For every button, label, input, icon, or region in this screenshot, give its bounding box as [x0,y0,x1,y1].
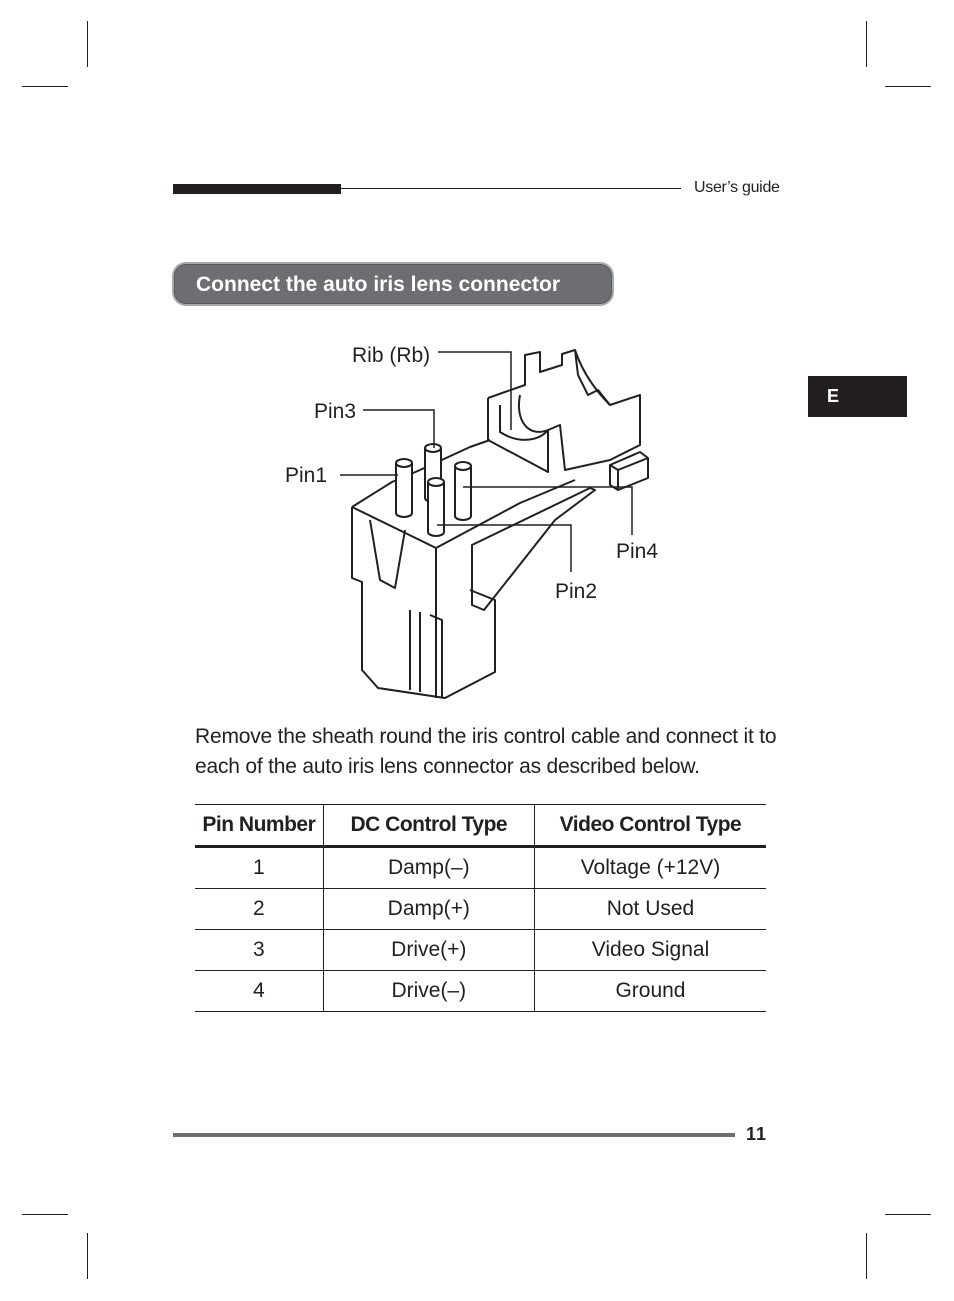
cell-pin-number: 2 [195,889,323,930]
cell-dc-control: Damp(+) [323,889,534,930]
section-title-pill [172,262,614,306]
pin4-leader [463,487,632,535]
description-line-2: each of the auto iris lens connector as described below. [195,755,700,778]
cell-dc-control: Damp(–) [323,847,534,889]
pin-4 [455,466,471,520]
pin4-label: Pin4 [616,540,659,563]
table-row [195,889,766,930]
rib-label: Rib (Rb) [352,344,431,367]
footer-rule [173,1133,735,1137]
crop-mark [87,1233,88,1279]
header-rule-thin [341,188,681,189]
pin3-label: Pin3 [314,400,357,423]
pin-table [195,804,766,1012]
description-line-1: Remove the sheath round the iris control cable and connect it to [195,725,777,748]
crop-mark [22,1214,68,1215]
crop-mark [866,21,867,67]
page-number: 11 [746,1124,768,1144]
pin2-label: Pin2 [555,580,598,603]
crop-mark [885,1214,931,1215]
crop-mark [87,21,88,67]
header-rule-thick [173,184,341,194]
pin1-label: Pin1 [285,464,328,487]
header-pin-number: Pin Number [195,805,323,847]
cell-video-control: Voltage (+12V) [534,847,766,889]
table-header-row [195,805,766,847]
cell-pin-number: 1 [195,847,323,889]
cell-video-control: Video Signal [534,930,766,971]
table-row [195,930,766,971]
guide-label: User’s guide [694,179,780,196]
pin3-leader [363,410,434,448]
section-title: Connect the auto iris lens connector [196,273,561,296]
connector-body [352,350,648,698]
pin-4-top [455,462,471,470]
connector-pins [396,444,471,536]
crop-mark [866,1233,867,1279]
connector-diagram [270,330,670,705]
pin-2 [428,482,444,536]
language-tab-label: E [827,386,840,406]
header-video-control-type: Video Control Type [534,805,766,847]
cell-video-control: Not Used [534,889,766,930]
table-row [195,971,766,1012]
cell-video-control: Ground [534,971,766,1012]
cell-pin-number: 3 [195,930,323,971]
cell-dc-control: Drive(+) [323,930,534,971]
table-row [195,847,766,889]
language-tab [808,376,907,417]
pin-3-top [425,444,441,452]
crop-mark [22,86,68,87]
pin2-leader [437,525,571,572]
crop-mark [885,86,931,87]
cell-pin-number: 4 [195,971,323,1012]
description [195,722,795,782]
header-dc-control-type: DC Control Type [323,805,534,847]
cell-dc-control: Drive(–) [323,971,534,1012]
pin-2-top [428,478,444,486]
pin-1 [396,463,412,517]
pin-1-top [396,459,412,467]
